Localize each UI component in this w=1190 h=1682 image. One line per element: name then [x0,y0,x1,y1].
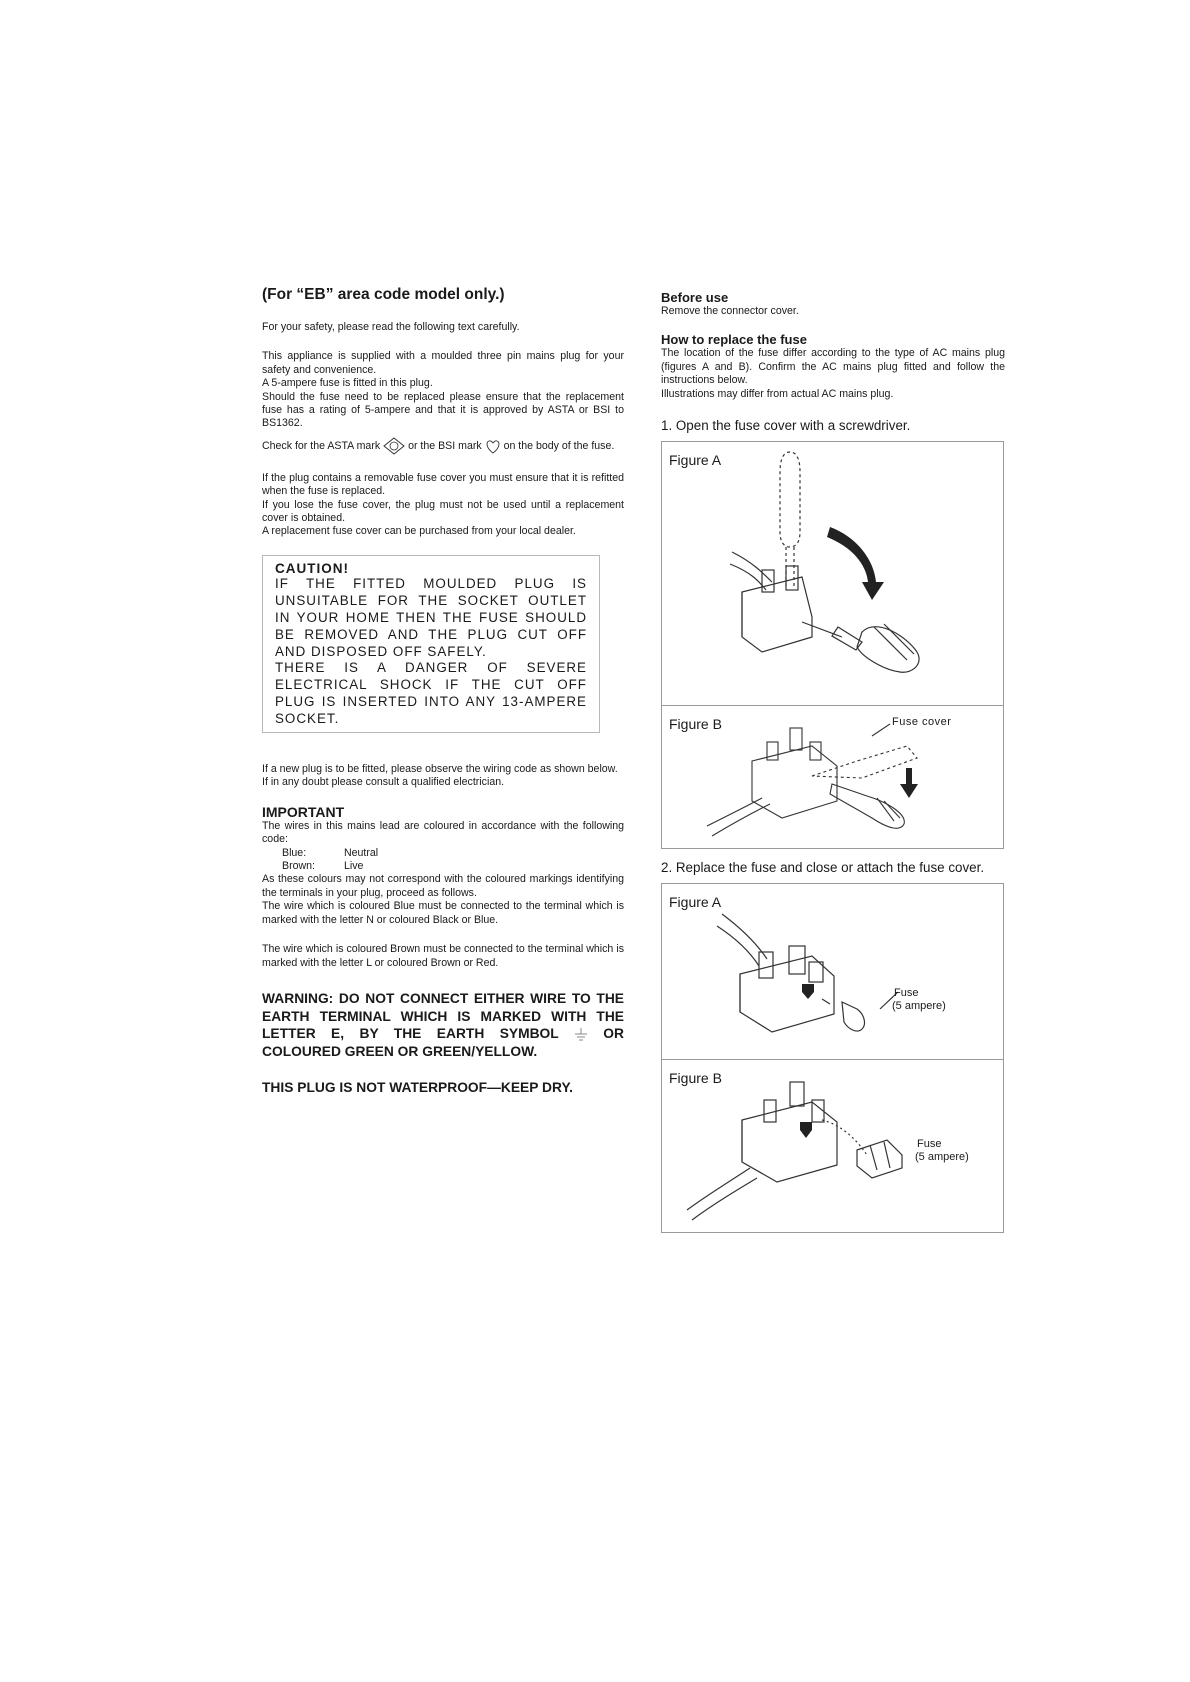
how-to-text: The location of the fuse differ according to the type of AC mains plug (figures A and B). Confirm the AC mains plug fitted and follow the instructions below. [661,347,1005,387]
figure-a-replace-fuse [662,884,1003,1059]
fuse-rating-callout: (5 ampere) [892,1000,946,1013]
new-plug-paragraph [262,763,624,790]
figure-label: Figure B [669,1070,722,1087]
how-to-note: Illustrations may differ from actual AC mains plug. [661,387,894,400]
fuse-rating-callout: (5 ampere) [915,1151,969,1164]
text-line: Should the fuse need to be replaced please ensure that the replacement fuse has a rating of 5-ampere and that it is approved by ASTA or BSI to BS1362. [262,390,624,430]
wire-colour: Blue: [282,846,307,859]
figure-b-open-cover [662,705,1003,848]
wire-colour: Brown: [282,860,315,873]
text-line: If in any doubt please consult a qualified electrician. [262,776,505,789]
figure-label: Figure B [669,716,722,733]
text-line: A replacement fuse cover can be purchased from your local dealer. [262,525,576,538]
screwdriver-plug-illustration [662,442,1003,705]
text-line: A 5-ampere fuse is fitted in this plug. [262,377,433,390]
important-title: IMPORTANT [262,803,345,820]
fuse-cover-callout: Fuse cover [892,716,952,729]
earth-symbol-icon [574,1027,588,1041]
caution-title: CAUTION! [275,560,349,576]
left-column [262,286,624,1095]
waterproof-warning: THIS PLUG IS NOT WATERPROOF—KEEP DRY. [262,1080,573,1096]
figure-b-replace-fuse [662,1059,1003,1232]
important-intro: The wires in this mains lead are coloured in accordance with the following code: [262,819,624,846]
asta-mark-icon [383,437,405,455]
how-to-title: How to replace the fuse [661,332,807,348]
step-one: 1. Open the fuse cover with a screwdriver. [661,418,911,434]
text-line: If you lose the fuse cover, the plug must not be used until a replacement cover is obtained. [262,498,624,525]
step-two: 2. Replace the fuse and close or attach the fuse cover. [661,860,985,876]
figure-a-open-cover [662,442,1003,705]
figure-group-open-cover [661,441,1004,849]
text-line: Check for the ASTA mark [262,439,381,452]
text-line: As these colours may not correspond with the coloured markings identifying the terminals in your plug, proceed as follows. [262,873,624,899]
bsi-kitemark-icon [485,439,501,454]
text-line: or the BSI mark [408,439,482,452]
text-line: If the plug contains a removable fuse cover you must ensure that it is refitted when the fuse is replaced. [262,471,624,498]
before-use-text: Remove the connector cover. [661,305,799,317]
caution-text: THERE IS A DANGER OF SEVERE ELECTRICAL SHOCK IF THE CUT OFF PLUG IS INSERTED INTO ANY 13-AMPERE SOCKET. [275,660,587,727]
fuse-info-paragraph [262,350,624,430]
caution-text: IF THE FITTED MOULDED PLUG IS UNSUITABLE FOR THE SOCKET OUTLET IN YOUR HOME THEN THE FUSE SHOULD BE REMOVED AND THE PLUG CUT OFF AND DISPOSED OFF SAFELY. [275,575,587,659]
wire-function: Neutral [344,846,379,859]
before-use-title: Before use [661,290,729,305]
text-line: The wire which is coloured Blue must be connected to the terminal which is marked with the letter N or coloured Black or Blue. [262,900,624,926]
figure-label: Figure A [669,452,722,469]
fuse-callout: Fuse [917,1138,942,1151]
text-line: This appliance is supplied with a moulded three pin mains plug for your safety and convenience. [262,350,624,376]
caution-box [262,555,600,733]
figure-label: Figure A [669,894,722,911]
fuse-removal-illustration-a [662,884,1003,1059]
section-title: (For “EB” area code model only.) [262,286,505,303]
fuse-callout: Fuse [894,987,919,1000]
warning-line: OR COLOURED GREEN OR GREEN/YELLOW. [262,1026,624,1059]
figure-group-replace-fuse [661,883,1004,1233]
wire-code-row [262,847,624,860]
wire-code-row [262,860,624,873]
warning-line: WARNING: DO NOT CONNECT EITHER WIRE TO THE EARTH TERMINAL WHICH IS MARKED WITH THE LETTER E, BY THE EARTH SYMBOL [262,990,624,1042]
text-line: on the body of the fuse. [503,439,615,452]
text-line: If a new plug is to be fitted, please observe the wiring code as shown below. [262,763,618,776]
intro-text: For your safety, please read the following text carefully. [262,321,520,333]
warning-text [262,990,624,1060]
mark-check-text [262,436,624,456]
wire-function: Live [344,860,364,873]
text-line: The wire which is coloured Brown must be connected to the terminal which is marked with the letter L or coloured Brown or Red. [262,943,624,969]
right-column [661,290,1005,1233]
fuse-cover-paragraph [262,472,624,539]
